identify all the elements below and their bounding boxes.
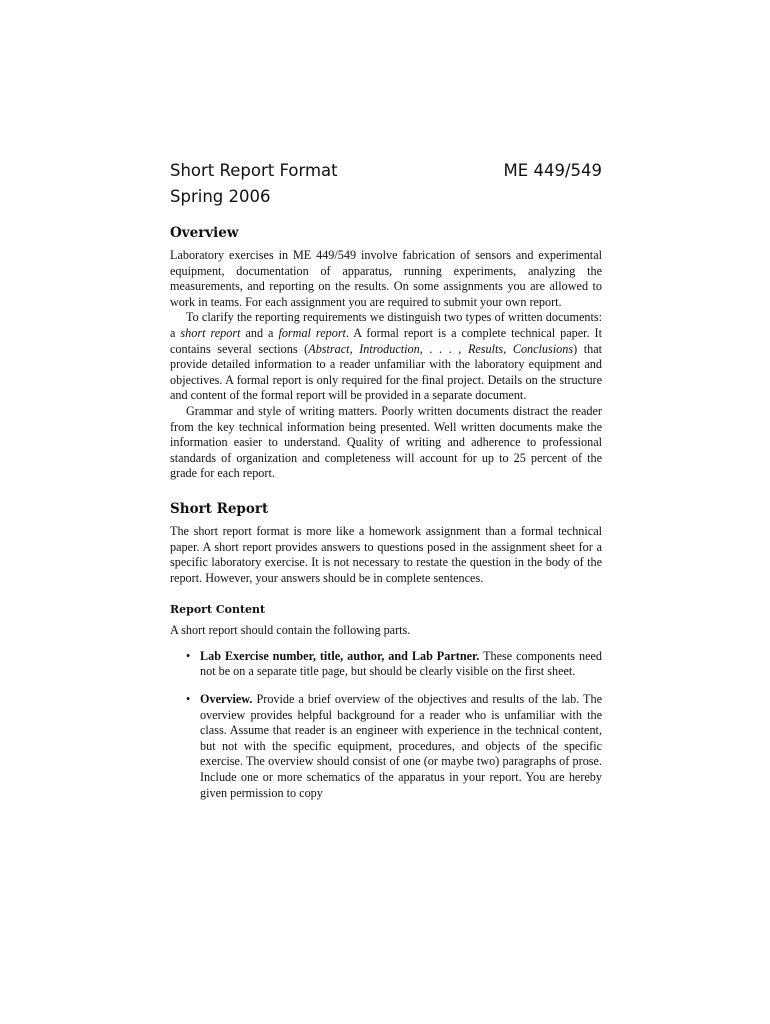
short-report-section xyxy=(170,500,602,586)
document-header xyxy=(170,158,602,184)
report-content-heading: Report Content xyxy=(170,603,266,617)
report-parts-list xyxy=(170,649,602,801)
document-page xyxy=(170,158,602,813)
p2-text-f: , xyxy=(503,341,513,356)
list-item xyxy=(186,692,602,801)
list-item-text: Provide a brief overview of the objectives and results of the lab. The overview provides helpful background for a reader who is unfamiliar with the class. Assume that reader is an engineer with experience in the technical content, but not with the specific equipment, procedures, and objects of the specific exercise. The overview should consist of one (or maybe two) paragraphs of prose. Include one or more schematics of the apparatus in your report. You are hereby given permission to copy xyxy=(200,692,602,800)
p2-text-c: . A formal report is a complete technical paper. It contains several sections ( xyxy=(170,325,602,356)
bullet-icon: • xyxy=(186,692,191,707)
p2-text-d: , xyxy=(349,341,360,356)
term-label: Spring 2006 xyxy=(170,187,271,206)
list-item-label: Lab Exercise number, title, author, and Lab Partner. xyxy=(200,648,480,663)
overview-paragraph-2 xyxy=(170,310,602,404)
list-item xyxy=(186,648,602,680)
bullet-icon: • xyxy=(186,648,191,663)
document-title: Short Report Format xyxy=(170,161,338,180)
introduction-term: Introduction xyxy=(359,341,420,356)
report-content-intro: A short report should contain the following parts. xyxy=(170,623,411,638)
p2-text-g: ) that provide detailed information to a reader unfamiliar with the laboratory equipment and objectives. A formal report is only required for the final project. Details on the structure and content of the formal report will be provided in a separate document. xyxy=(170,341,603,403)
report-content-section xyxy=(170,602,602,801)
overview-paragraph-3: Grammar and style of writing matters. Poorly written documents distract the reader from the key technical information being presented. Well written documents make the information easier to understand. Quality of writing and adherence to professional standards of organization and completeness will account for up to 25 percent of the grade for each report. xyxy=(170,403,602,481)
results-term: Results xyxy=(467,341,504,356)
conclusions-term: Conclusions xyxy=(512,341,574,356)
short-report-heading: Short Report xyxy=(170,500,269,517)
course-number: ME 449/549 xyxy=(503,161,602,180)
overview-section xyxy=(170,224,602,482)
list-item-text: These components need not be on a separate title page, but should be clearly visible on the first sheet. xyxy=(200,648,602,679)
short-report-term: short report xyxy=(180,325,241,340)
p2-text-a: To clarify the reporting requirements we distinguish two types of written documents: a xyxy=(170,310,602,340)
overview-heading: Overview xyxy=(170,225,239,241)
formal-report-term: formal report xyxy=(278,325,346,340)
list-item-label: Overview. xyxy=(200,692,253,707)
overview-paragraph-1: Laboratory exercises in ME 449/549 involve fabrication of sensors and experimental equipment, documentation of apparatus, running experiments, analyzing the measurements, and reporting on the results. On some assignments you are allowed to work in teams. For each assignment you are required to submit your own report. xyxy=(170,248,602,309)
abstract-term: Abstract xyxy=(308,341,350,356)
short-report-paragraph: The short report format is more like a homework assignment than a formal technical paper. A short report provides answers to questions posed in the assignment sheet for a specific laboratory exercise. It is not necessary to restate the question in the body of the report. However, your answers should be in complete sentences. xyxy=(170,523,602,585)
p2-text-e: , . . . , xyxy=(419,341,468,356)
p2-text-b: and a xyxy=(240,325,279,340)
